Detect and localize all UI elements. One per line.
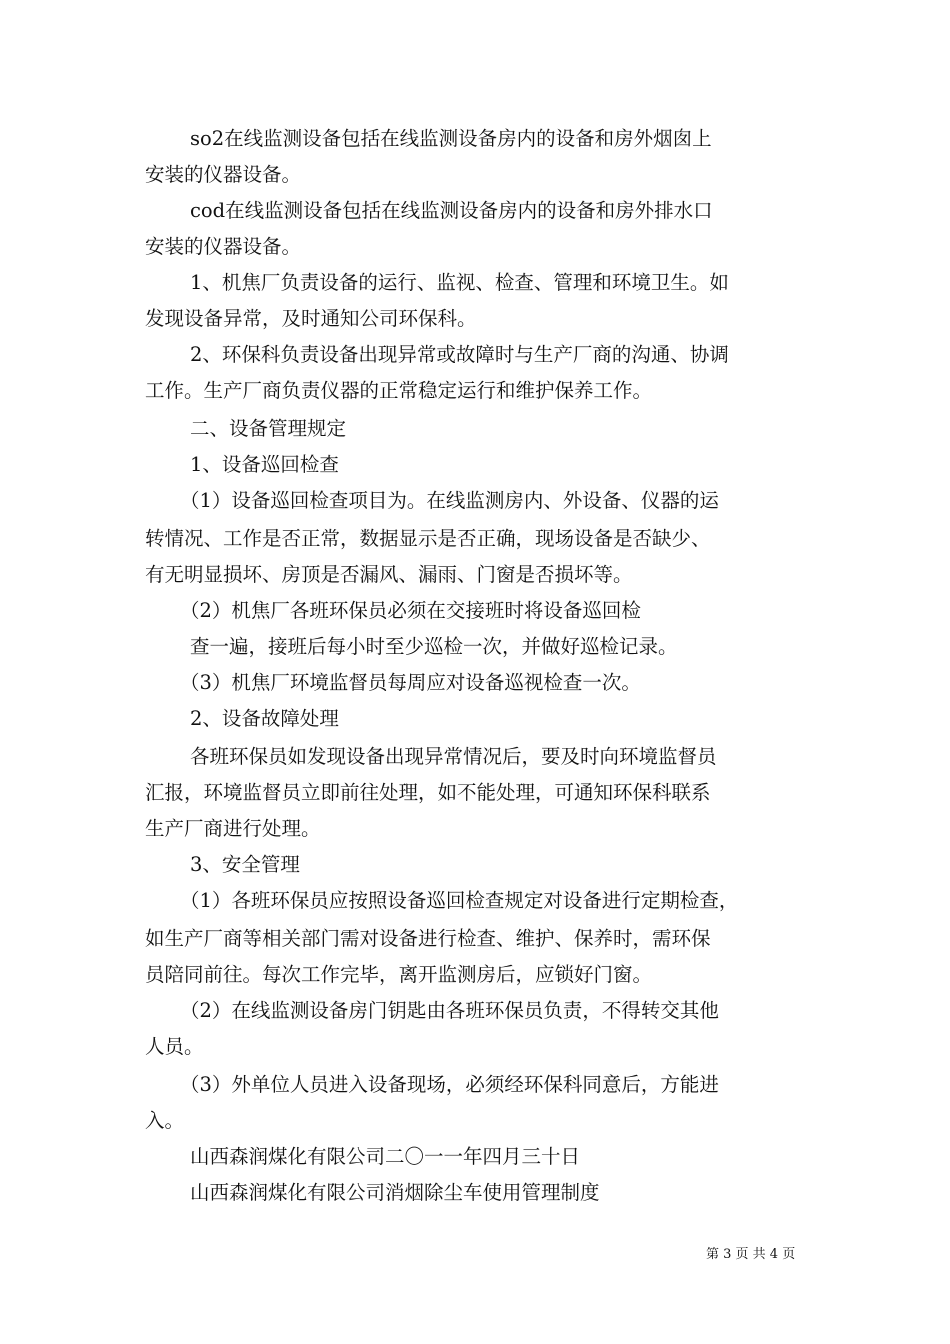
paragraph-line: 转情况、工作是否正常，数据显示是否正确，现场设备是否缺少、: [145, 527, 711, 550]
next-title-line: 山西森润煤化有限公司消烟除尘车使用管理制度: [190, 1181, 600, 1204]
paragraph-line: （1）各班环保员应按照设备巡回检查规定对设备进行定期检查，: [180, 889, 739, 912]
paragraph-line: （3）机焦厂环境监督员每周应对设备巡视检查一次。: [180, 671, 641, 694]
signature-date-line: 山西森润煤化有限公司二〇一一年四月三十日: [190, 1145, 581, 1168]
paragraph-line: （2）在线监测设备房门钥匙由各班环保员负责，不得转交其他: [180, 999, 719, 1022]
paragraph-line: 发现设备异常，及时通知公司环保科。: [145, 307, 477, 330]
paragraph-line: 员陪同前往。每次工作完毕，离开监测房后，应锁好门窗。: [145, 963, 653, 986]
paragraph-line: 如生产厂商等相关部门需对设备进行检查、维护、保养时，需环保: [145, 927, 711, 950]
paragraph-line: 1、机焦厂负责设备的运行、监视、检查、管理和环境卫生。如: [190, 271, 729, 294]
paragraph-line: 2、环保科负责设备出现异常或故障时与生产厂商的沟通、协调: [190, 343, 729, 366]
paragraph-line: cod在线监测设备包括在线监测设备房内的设备和房外排水口: [190, 199, 713, 222]
paragraph-line: （1）设备巡回检查项目为。在线监测房内、外设备、仪器的运: [180, 489, 719, 512]
paragraph-line: 工作。生产厂商负责仪器的正常稳定运行和维护保养工作。: [145, 379, 653, 402]
paragraph-line: 安装的仪器设备。: [145, 163, 302, 186]
section-heading: 二、设备管理规定: [190, 417, 347, 440]
paragraph-line: （3）外单位人员进入设备现场，必须经环保科同意后，方能进: [180, 1073, 719, 1096]
paragraph-line: so2在线监测设备包括在线监测设备房内的设备和房外烟囱上: [190, 127, 712, 150]
paragraph-line: 各班环保员如发现设备出现异常情况后，要及时向环境监督员: [190, 745, 717, 768]
subsection-heading: 1、设备巡回检查: [190, 453, 339, 476]
paragraph-line: 有无明显损坏、房顶是否漏风、漏雨、门窗是否损坏等。: [145, 563, 633, 586]
paragraph-line: 汇报，环境监督员立即前往处理，如不能处理，可通知环保科联系: [145, 781, 711, 804]
subsection-heading: 3、安全管理: [190, 853, 300, 876]
paragraph-line: 入。: [145, 1109, 185, 1132]
subsection-heading: 2、设备故障处理: [190, 707, 339, 730]
page-number-footer: 第 3 页 共 4 页: [706, 1247, 796, 1262]
paragraph-line: 生产厂商进行处理。: [145, 817, 321, 840]
paragraph-line: （2）机焦厂各班环保员必须在交接班时将设备巡回检: [180, 599, 641, 622]
paragraph-line: 人员。: [145, 1035, 204, 1058]
paragraph-line: 安装的仪器设备。: [145, 235, 302, 258]
paragraph-line: 查一遍，接班后每小时至少巡检一次，并做好巡检记录。: [190, 635, 678, 658]
